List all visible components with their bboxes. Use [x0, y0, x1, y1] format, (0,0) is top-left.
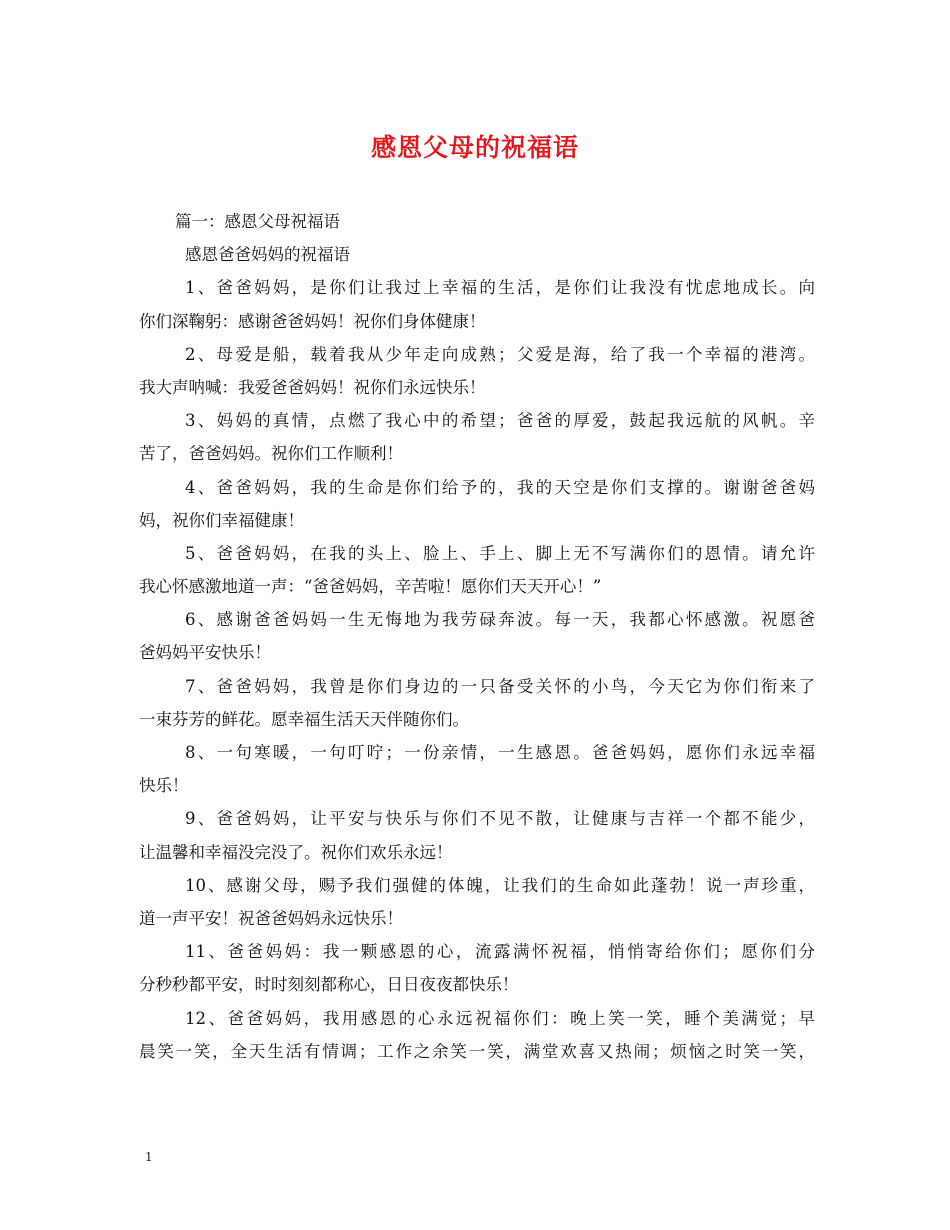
paragraph-line: 一束芬芳的鲜花。愿幸福生活天天伴随你们。 — [139, 709, 469, 729]
page-number: 1 — [145, 1150, 153, 1164]
section-heading: 篇一：感恩父母祝福语 — [175, 212, 340, 231]
paragraph-line: 苦了，爸爸妈妈。祝你们工作顺利！ — [139, 444, 403, 464]
document-body — [139, 205, 815, 1068]
paragraph-line: 6、感谢爸爸妈妈一生无悔地为我劳碌奔波。每一天，我都心怀感激。祝愿爸 — [185, 610, 815, 630]
paragraph-line: 道一声平安！祝爸爸妈妈永远快乐！ — [139, 908, 403, 928]
paragraph-line: 你们深鞠躬：感谢爸爸妈妈！祝你们身体健康！ — [139, 311, 486, 331]
paragraph-line: 让温馨和幸福没完没了。祝你们欢乐永远！ — [139, 842, 453, 862]
paragraph-line: 妈，祝你们幸福健康！ — [139, 510, 304, 530]
paragraph-line: 12、爸爸妈妈，我用感恩的心永远祝福你们：晚上笑一笑，睡个美满觉；早 — [185, 1008, 815, 1028]
paragraph-line: 1、爸爸妈妈，是你们让我过上幸福的生活，是你们让我没有忧虑地成长。向 — [185, 278, 815, 298]
document-title: 感恩父母的祝福语 — [370, 133, 579, 162]
paragraph-line: 9、爸爸妈妈，让平安与快乐与你们不见不散，让健康与吉祥一个都不能少， — [185, 809, 815, 829]
paragraph-line: 7、爸爸妈妈，我曾是你们身边的一只备受关怀的小鸟，今天它为你们衔来了 — [185, 676, 815, 696]
paragraph-line: 8、一句寒暖，一句叮咛；一份亲情，一生感恩。爸爸妈妈，愿你们永远幸福 — [185, 743, 815, 762]
subheading: 感恩爸爸妈妈的祝福语 — [185, 245, 350, 265]
paragraph-line: 10、感谢父母，赐予我们强健的体魄，让我们的生命如此蓬勃！说一声珍重， — [185, 875, 815, 895]
paragraph-line: 11、爸爸妈妈：我一颗感恩的心，流露满怀祝福，悄悄寄给你们；愿你们分 — [185, 942, 815, 962]
paragraph-line: 爸妈妈平安快乐！ — [139, 643, 271, 663]
paragraph-line: 我心怀感激地道一声：“爸爸妈妈，辛苦啦！愿你们天天开心！” — [139, 577, 602, 597]
paragraph-line: 分秒秒都平安，时时刻刻都称心，日日夜夜都快乐！ — [139, 975, 519, 995]
paragraph-line: 5、爸爸妈妈，在我的头上、脸上、手上、脚上无不写满你们的恩情。请允许 — [185, 543, 815, 563]
paragraph-line: 3、妈妈的真情，点燃了我心中的希望；爸爸的厚爱，鼓起我远航的风帆。辛 — [185, 411, 815, 431]
paragraph-line: 2、母爱是船，载着我从少年走向成熟；父爱是海，给了我一个幸福的港湾。 — [185, 344, 815, 364]
paragraph-line: 晨笑一笑，全天生活有情调；工作之余笑一笑，满堂欢喜又热闹；烦恼之时笑一笑， — [139, 1041, 815, 1061]
paragraph-line: 我大声呐喊：我爱爸爸妈妈！祝你们永远快乐！ — [139, 377, 486, 397]
paragraph-line: 快乐！ — [139, 776, 189, 796]
paragraph-line: 4、爸爸妈妈，我的生命是你们给予的，我的天空是你们支撑的。谢谢爸爸妈 — [185, 477, 815, 497]
